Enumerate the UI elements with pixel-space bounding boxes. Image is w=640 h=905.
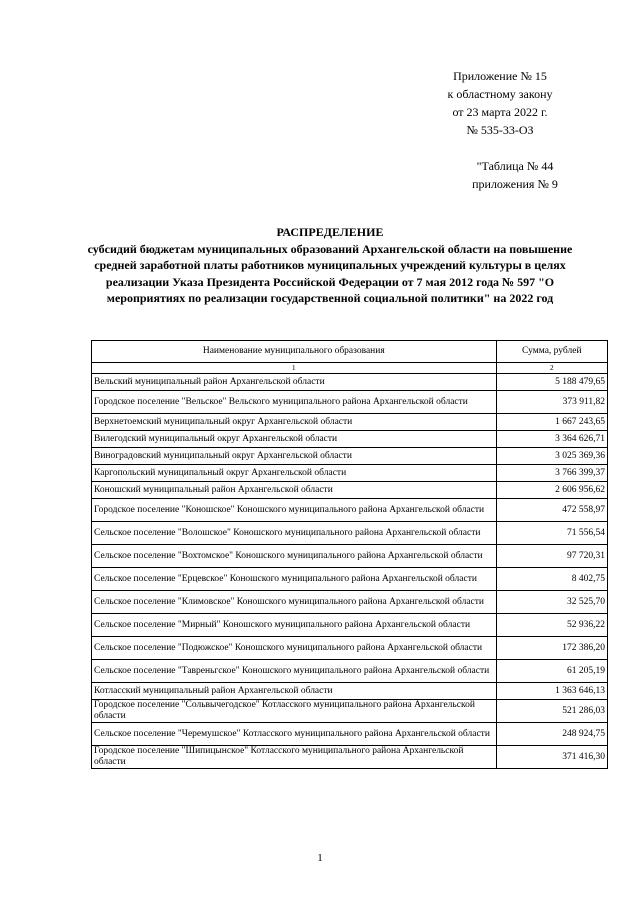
row-sum: 1 667 243,65 (496, 414, 607, 431)
appendix-line: к областному закону (447, 87, 553, 101)
title-heading: РАСПРЕДЕЛЕНИЕ (276, 225, 384, 239)
row-name: Городское поселение "Сольвычегодское" Котласского муниципального района Архангельской области (92, 700, 497, 723)
row-name: Каргопольский муниципальный округ Архангельской области (92, 465, 497, 482)
row-name: Сельское поселение "Ерцевское" Коношского муниципального района Архангельской области (92, 568, 497, 591)
row-sum: 32 525,70 (496, 591, 607, 614)
row-name: Сельское поселение "Волошское" Коношского муниципального района Архангельской области (92, 522, 497, 545)
row-name: Сельское поселение "Вохтомское" Коношского муниципального района Архангельской области (92, 545, 497, 568)
row-name: Городское поселение "Коношское" Коношского муниципального района Архангельской области (92, 499, 497, 522)
table-row (92, 568, 608, 591)
row-sum: 1 363 646,13 (496, 683, 607, 700)
row-sum: 52 936,22 (496, 614, 607, 637)
row-name: Вельский муниципальный район Архангельской области (92, 374, 497, 391)
row-sum: 61 205,19 (496, 660, 607, 683)
table-header-row (92, 341, 608, 363)
row-name: Сельское поселение "Черемушское" Котласского муниципального района Архангельской области (92, 723, 497, 746)
row-name: Сельское поселение "Климовское" Коношского муниципального района Архангельской области (92, 591, 497, 614)
row-name: Котласский муниципальный район Архангельской области (92, 683, 497, 700)
row-name: Верхнетоемский муниципальный округ Архангельской области (92, 414, 497, 431)
row-name: Виноградовский муниципальный округ Архангельской области (92, 448, 497, 465)
table-row (92, 431, 608, 448)
column-number: 1 (92, 363, 497, 374)
table-row (92, 683, 608, 700)
row-sum: 5 188 479,65 (496, 374, 607, 391)
row-sum: 248 924,75 (496, 723, 607, 746)
row-sum: 371 416,30 (496, 746, 607, 769)
row-sum: 3 766 399,37 (496, 465, 607, 482)
table-row (92, 614, 608, 637)
appendix-line: Приложение № 15 (453, 69, 547, 83)
table-row (92, 465, 608, 482)
table-ref-line: приложения № 9 (472, 177, 558, 191)
table-row (92, 591, 608, 614)
column-number: 2 (496, 363, 607, 374)
table-row (92, 522, 608, 545)
column-header-name: Наименование муниципального образования (92, 341, 497, 363)
row-sum: 71 556,54 (496, 522, 607, 545)
row-name: Сельское поселение "Подюжское" Коношского муниципального района Архангельской области (92, 637, 497, 660)
table-row (92, 700, 608, 723)
row-sum: 97 720,31 (496, 545, 607, 568)
row-sum: 373 911,82 (496, 391, 607, 414)
page-number: 1 (317, 852, 323, 864)
table-row (92, 545, 608, 568)
row-sum: 3 364 626,71 (496, 431, 607, 448)
row-sum: 8 402,75 (496, 568, 607, 591)
table-row (92, 660, 608, 683)
appendix-reference (400, 67, 600, 139)
table-row (92, 637, 608, 660)
appendix-line: от 23 марта 2022 г. (452, 105, 548, 119)
row-name: Вилегодский муниципальный округ Архангельской области (92, 431, 497, 448)
distribution-table (91, 340, 608, 769)
table-row (92, 391, 608, 414)
row-name: Коношский муниципальный район Архангельской области (92, 482, 497, 499)
column-number-row (92, 363, 608, 374)
row-sum: 472 558,97 (496, 499, 607, 522)
row-name: Сельское поселение "Мирный" Коношского муниципального района Архангельской области (92, 614, 497, 637)
row-sum: 521 286,03 (496, 700, 607, 723)
table-reference (415, 157, 615, 193)
table-row (92, 499, 608, 522)
table-row (92, 746, 608, 769)
row-sum: 172 386,20 (496, 637, 607, 660)
row-sum: 3 025 369,36 (496, 448, 607, 465)
table-ref-line: "Таблица № 44 (476, 159, 554, 173)
table-row (92, 723, 608, 746)
row-name: Городское поселение "Вельское" Вельского муниципального района Архангельской области (92, 391, 497, 414)
column-header-sum: Сумма, рублей (496, 341, 607, 363)
appendix-line: № 535-33-ОЗ (466, 123, 534, 137)
table-row (92, 448, 608, 465)
row-sum: 2 606 956,62 (496, 482, 607, 499)
table-row (92, 374, 608, 391)
table-row (92, 414, 608, 431)
title-subtitle: субсидий бюджетам муниципальных образований Архангельской области на повышение средней заработной платы работников муниципальных учреждений культуры в целях реализации Указа Президента Российской Федерации от 7 мая 2012 года № 597 "О мероприятиях по реализации государственной социальной политики" на 2022 год (87, 241, 573, 305)
table-row (92, 482, 608, 499)
document-title (80, 224, 580, 307)
row-name: Городское поселение "Шипицынское" Котласского муниципального района Архангельской области (92, 746, 497, 769)
row-name: Сельское поселение "Тавреньгское" Коношского муниципального района Архангельской области (92, 660, 497, 683)
